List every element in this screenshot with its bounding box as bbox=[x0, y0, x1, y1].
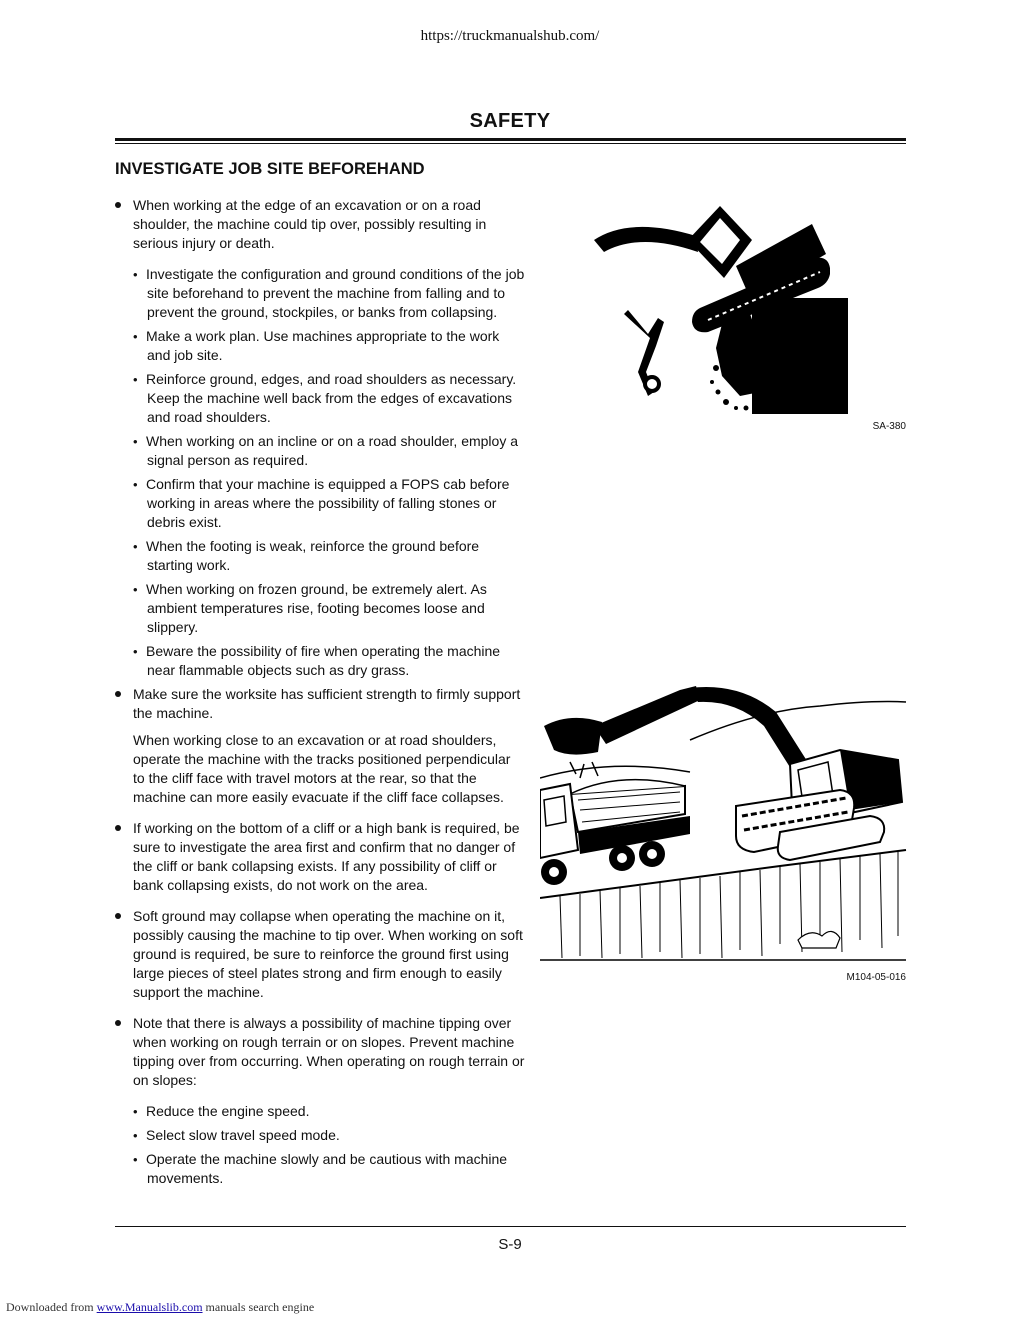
bullet-text: Make sure the worksite has sufficient strength to firmly support the machine. bbox=[133, 686, 521, 721]
bullet-dot bbox=[115, 825, 121, 831]
bullet-dot bbox=[115, 913, 121, 919]
figure-label: SA-380 bbox=[872, 421, 906, 432]
sub-bullet-item: • When the footing is weak, reinforce the ground before starting work. bbox=[115, 537, 525, 575]
sub-bullet-item: • Investigate the configuration and ground conditions of the job site beforehand to prevent the machine from falling and to prevent the ground, stockpiles, or banks from collapsing. bbox=[133, 266, 525, 320]
sub-bullet-text: Beware the possibility of fire when operating the machine near flammable objects such as dry grass. bbox=[146, 643, 501, 678]
excavator-bucket bbox=[544, 718, 602, 755]
bullet-item bbox=[115, 685, 525, 723]
excavator-boom bbox=[594, 227, 698, 252]
sub-bullet-text: When working on an incline or on a road shoulder, employ a signal person as required. bbox=[146, 433, 518, 468]
sub-bullet-text: When working on frozen ground, be extremely alert. As ambient temperatures rise, footing becomes loose and slippery. bbox=[146, 581, 487, 635]
bullet-text: Note that there is always a possibility of machine tipping over when working on rough terrain or on slopes. Prevent machine tipping over from occurring. When operating on rough terrain or on slopes: bbox=[133, 1015, 525, 1088]
manualslib-link[interactable]: www.Manualslib.com bbox=[96, 1300, 203, 1314]
cliff-block bbox=[752, 298, 848, 414]
bullet-dot bbox=[115, 1020, 121, 1026]
excavator-body bbox=[736, 750, 902, 860]
sub-bullet-text: Make a work plan. Use machines appropriate to the work and job site. bbox=[146, 328, 500, 363]
sub-bullet-item: • Beware the possibility of fire when operating the machine near flammable objects such as dry grass. bbox=[115, 642, 525, 680]
tipping-excavator-illustration bbox=[590, 196, 855, 416]
bullet-dot bbox=[115, 202, 121, 208]
paragraph: When working close to an excavation or at road shoulders, operate the machine with the tracks positioned perpendicular to the cliff face with travel motors at the rear, so that the machine can more easily evacuate if the cliff face collapses. bbox=[133, 732, 511, 805]
bullet-item bbox=[115, 1014, 525, 1090]
bullet-text: Soft ground may collapse when operating the machine on it, possibly causing the machine to tip over. When working on soft ground is required, be sure to reinforce the ground first using large pieces of steel plates strong and firm enough to easily support the machine. bbox=[133, 908, 523, 1000]
cliff-edge bbox=[540, 850, 906, 898]
sub-bullet-item: • When working on an incline or on a road shoulder, employ a signal person as required. bbox=[115, 432, 525, 470]
title-rule-thick bbox=[115, 138, 906, 141]
sub-bullet-text: Investigate the configuration and ground conditions of the job site beforehand to prevent the machine from falling and to prevent the ground, stockpiles, or banks from collapsing. bbox=[146, 266, 525, 320]
body-text-column bbox=[115, 196, 525, 1193]
sub-bullet-item: • Confirm that your machine is equipped a FOPS cab before working in areas where the possibility of falling stones or debris exist. bbox=[115, 475, 525, 532]
bullet-text: If working on the bottom of a cliff or a high bank is required, be sure to investigate the area first and confirm that no danger of the cliff or bank collapsing exists. If any possibility of cliff or bank collapsing exists, do not work on the area. bbox=[133, 820, 520, 893]
sub-bullet-item: • Make a work plan. Use machines appropriate to the work and job site. bbox=[115, 327, 525, 365]
sub-bullet-item: • Operate the machine slowly and be cautious with machine movements. bbox=[115, 1150, 525, 1188]
sub-bullet-item: • When working on frozen ground, be extremely alert. As ambient temperatures rise, footing becomes loose and slippery. bbox=[115, 580, 525, 637]
title-rule-thin bbox=[115, 143, 906, 144]
footer-prefix: Downloaded from bbox=[6, 1300, 97, 1314]
source-url: https://truckmanualshub.com/ bbox=[420, 28, 600, 44]
bullet-dot bbox=[115, 691, 121, 697]
excavator-arm bbox=[594, 686, 700, 744]
bottom-rule bbox=[115, 1226, 906, 1227]
bullet-text: When working at the edge of an excavation or on a road shoulder, the machine could tip over, possibly resulting in serious injury or death. bbox=[133, 197, 487, 251]
sub-bullet-item: • Select slow travel speed mode. bbox=[115, 1126, 525, 1145]
sub-bullet-text: Reduce the engine speed. bbox=[146, 1103, 310, 1119]
bullet-item bbox=[115, 196, 525, 253]
sub-bullet-item: • Reinforce ground, edges, and road shoulders as necessary. Keep the machine well back from the edges of excavations and road shoulders. bbox=[115, 370, 525, 427]
footer-suffix: manuals search engine bbox=[202, 1300, 315, 1314]
page-title: SAFETY bbox=[469, 110, 551, 132]
sub-bullet-text: Operate the machine slowly and be cautious with machine movements. bbox=[146, 1151, 508, 1186]
falling-rocks bbox=[716, 314, 760, 396]
sub-bullet-text: Reinforce ground, edges, and road shoulders as necessary. Keep the machine well back from the edges of excavations and road shoulders. bbox=[146, 371, 517, 425]
sub-bullet-item: • Reduce the engine speed. bbox=[115, 1102, 525, 1121]
section-heading: INVESTIGATE JOB SITE BEFOREHAND bbox=[115, 160, 425, 178]
page-number: S-9 bbox=[498, 1236, 522, 1253]
sub-bullet-text: Select slow travel speed mode. bbox=[146, 1127, 340, 1143]
bullet-item bbox=[115, 819, 525, 895]
bullet-item bbox=[115, 907, 525, 1002]
excavator-loading-truck-illustration bbox=[540, 682, 908, 964]
figure-label: M104-05-016 bbox=[846, 972, 906, 983]
sub-bullet-text: When the footing is weak, reinforce the ground before starting work. bbox=[146, 538, 480, 573]
download-footer bbox=[6, 1300, 314, 1315]
sub-bullet-text: Confirm that your machine is equipped a FOPS cab before working in areas where the possibility of falling stones or debris exist. bbox=[146, 476, 510, 530]
dump-truck bbox=[540, 780, 690, 885]
